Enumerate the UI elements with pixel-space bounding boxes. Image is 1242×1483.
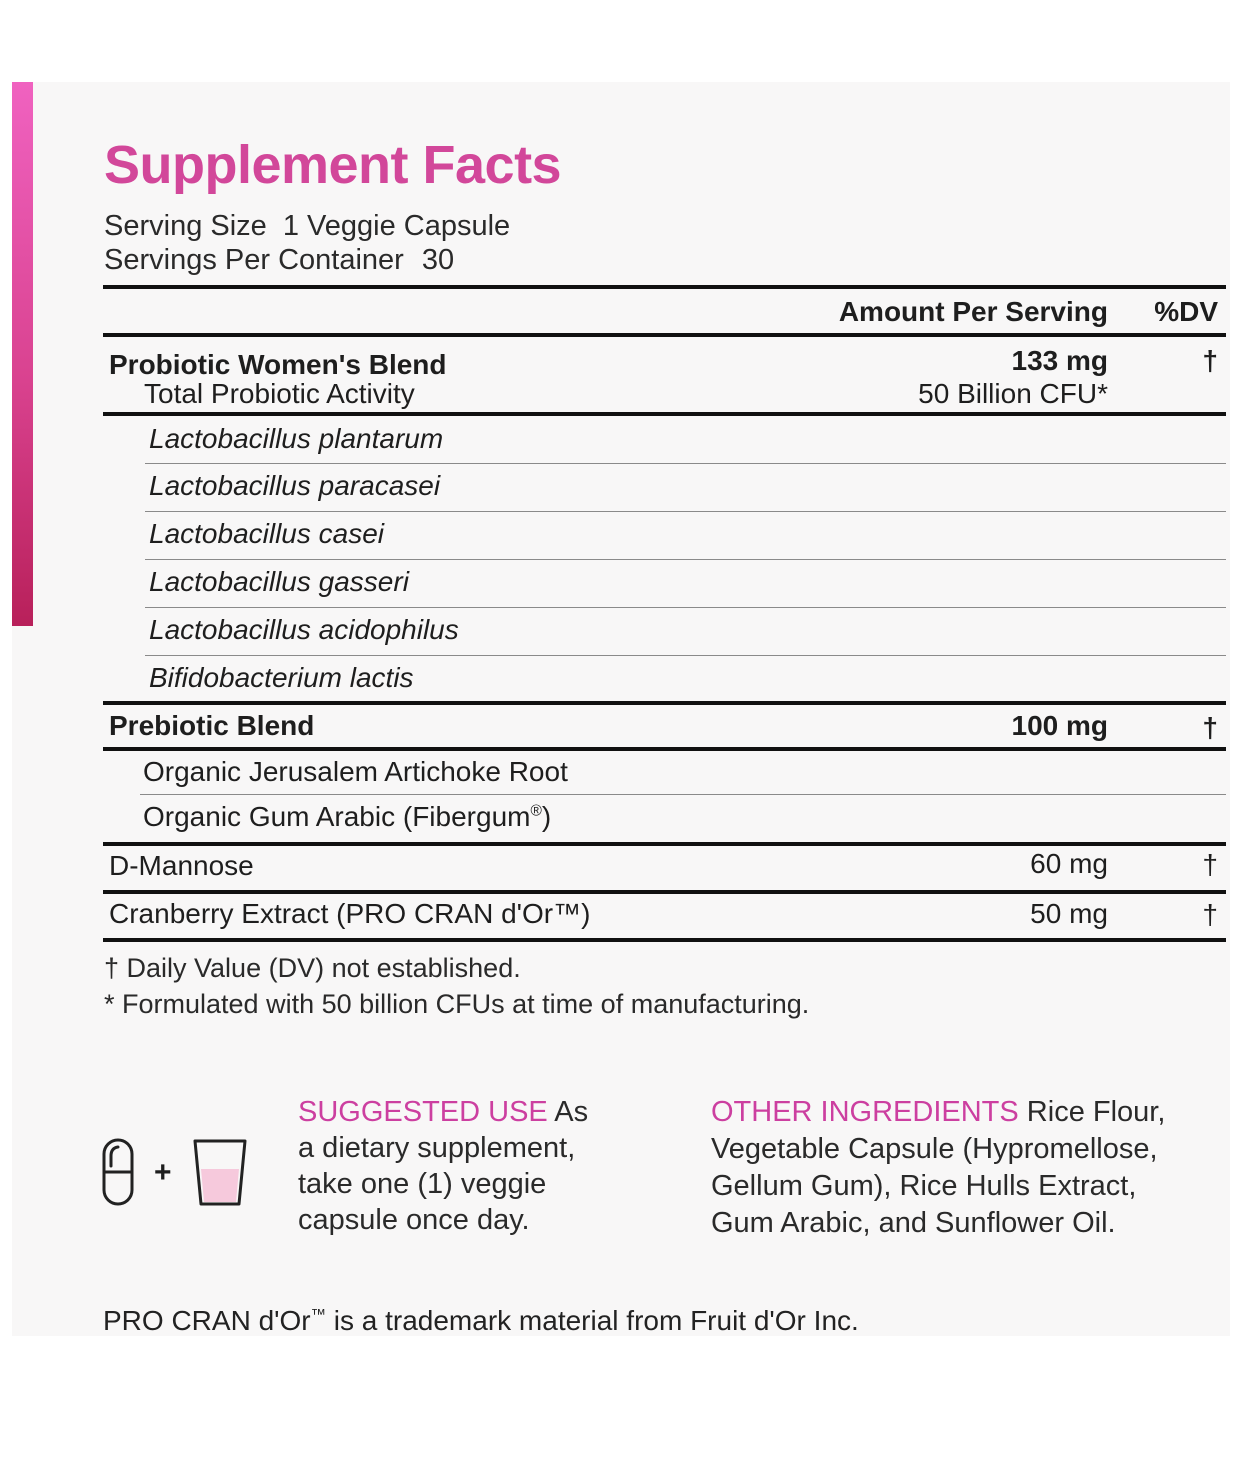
other-ingredients-line: Vegetable Capsule (Hypromellose, xyxy=(711,1133,1158,1165)
trademark-text: is a trademark material from Fruit d'Or Inc. xyxy=(325,1305,859,1336)
rule-prebiotic-top xyxy=(103,701,1226,705)
cranberry-amount: 50 mg xyxy=(1030,898,1108,929)
other-ingredients-line: Gellum Gum), Rice Hulls Extract, xyxy=(711,1170,1137,1202)
rule-strain-3 xyxy=(145,559,1226,560)
trademark-symbol: ™ xyxy=(310,1306,326,1324)
prebiotic-amount: 100 mg xyxy=(1011,710,1108,741)
other-ingredients-line: Rice Flour, xyxy=(1018,1096,1166,1128)
dmannose-amount: 60 mg xyxy=(1030,848,1108,879)
registered-mark: ® xyxy=(530,802,542,820)
trademark-note xyxy=(103,1305,859,1337)
rule-bottom xyxy=(103,938,1226,942)
probiotic-activity-label: Total Probiotic Activity xyxy=(144,378,415,409)
plus-icon: + xyxy=(154,1156,172,1189)
serving-size-value: 1 Veggie Capsule xyxy=(282,210,511,242)
dmannose-dv: † xyxy=(1202,849,1218,880)
suggested-use-line: As xyxy=(547,1096,589,1128)
cranberry-name: Cranberry Extract (PRO CRAN d'Or™) xyxy=(109,898,591,929)
strain-item: Lactobacillus paracasei xyxy=(149,470,441,501)
accent-bar xyxy=(12,82,33,626)
cup-icon xyxy=(192,1138,248,1208)
footnote-cfu: * Formulated with 50 billion CFUs at time of manufacturing. xyxy=(104,989,810,1019)
dmannose-name: D-Mannose xyxy=(109,850,254,881)
rule-top xyxy=(103,285,1226,289)
strain-item: Bifidobacterium lactis xyxy=(149,662,414,693)
dv-header: %DV xyxy=(1154,296,1218,327)
rule-probiotic xyxy=(103,412,1226,416)
rule-prebiotic-bottom xyxy=(103,747,1226,751)
suggested-use xyxy=(298,1094,618,1238)
rule-strain-4 xyxy=(145,607,1226,608)
prebiotic-item-text: Organic Gum Arabic (Fibergum xyxy=(143,801,531,832)
strain-item: Lactobacillus gasseri xyxy=(149,566,409,597)
other-ingredients-line: Gum Arabic, and Sunflower Oil. xyxy=(711,1207,1116,1239)
servings-value: 30 xyxy=(421,244,455,276)
serving-size-label: Serving Size xyxy=(104,210,267,242)
rule-header xyxy=(103,333,1226,337)
suggested-use-line: take one (1) veggie xyxy=(298,1168,547,1200)
capsule-icon xyxy=(100,1136,136,1208)
other-ingredients xyxy=(711,1094,1221,1242)
servings-label: Servings Per Container xyxy=(104,244,404,276)
rule-cranberry xyxy=(103,890,1226,894)
prebiotic-item: Organic Jerusalem Artichoke Root xyxy=(143,756,568,787)
prebiotic-name: Prebiotic Blend xyxy=(109,710,315,741)
strain-item: Lactobacillus acidophilus xyxy=(149,614,459,645)
rule-prebiotic-item xyxy=(140,794,1226,795)
rule-strain-5 xyxy=(145,655,1226,656)
rule-dmannose xyxy=(103,842,1226,846)
prebiotic-item-close: ) xyxy=(541,801,552,832)
probiotic-activity-value: 50 Billion CFU* xyxy=(918,378,1108,409)
suggested-use-line: capsule once day. xyxy=(298,1204,530,1236)
strain-item: Lactobacillus plantarum xyxy=(149,423,444,454)
footnote-dv: † Daily Value (DV) not established. xyxy=(104,953,521,983)
probiotic-dv: † xyxy=(1202,345,1218,376)
probiotic-amount: 133 mg xyxy=(1011,345,1108,376)
trademark-brand: PRO CRAN d'Or xyxy=(103,1305,311,1336)
suggested-use-line: a dietary supplement, xyxy=(298,1132,576,1164)
page-title: Supplement Facts xyxy=(104,135,562,195)
servings-per-container xyxy=(104,244,454,277)
other-ingredients-label: OTHER INGREDIENTS xyxy=(711,1096,1019,1128)
prebiotic-item xyxy=(143,803,551,831)
suggested-use-label: SUGGESTED USE xyxy=(298,1096,548,1128)
rule-strain-1 xyxy=(145,463,1226,464)
rule-strain-2 xyxy=(145,511,1226,512)
probiotic-name: Probiotic Women's Blend xyxy=(109,349,447,380)
strain-item: Lactobacillus casei xyxy=(149,518,385,549)
prebiotic-dv: † xyxy=(1202,712,1218,743)
amount-header: Amount Per Serving xyxy=(838,296,1108,327)
serving-size xyxy=(104,210,510,243)
cranberry-dv: † xyxy=(1202,899,1218,930)
